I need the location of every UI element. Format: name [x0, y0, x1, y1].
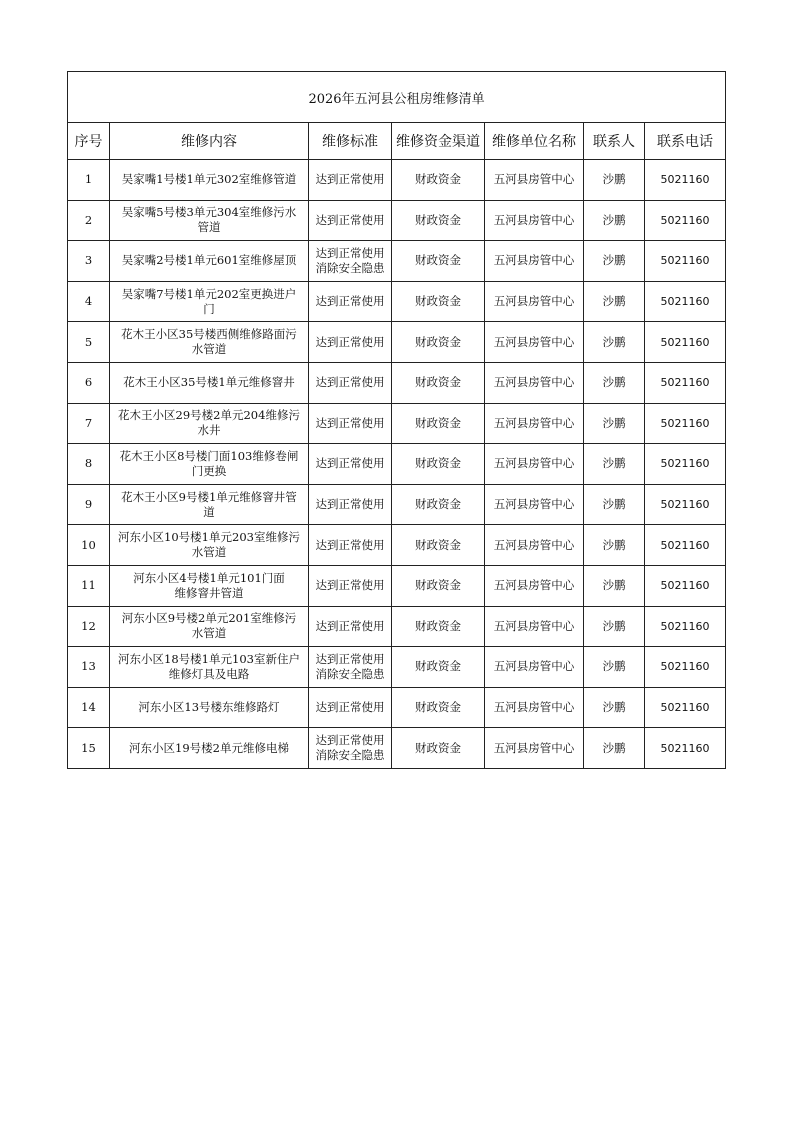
cell-contact: 沙鹏	[584, 484, 645, 525]
cell-fund: 财政资金	[392, 403, 485, 444]
cell-seq: 5	[68, 322, 110, 363]
cell-standard	[309, 322, 392, 363]
cell-unit: 五河县房管中心	[485, 241, 584, 282]
cell-content	[110, 200, 309, 241]
table-row	[68, 728, 726, 769]
table-row	[68, 241, 726, 282]
cell-standard	[309, 160, 392, 201]
cell-contact: 沙鹏	[584, 565, 645, 606]
cell-contact: 沙鹏	[584, 606, 645, 647]
table-row	[68, 362, 726, 403]
table-row	[68, 606, 726, 647]
cell-phone: 5021160	[645, 525, 726, 566]
cell-contact: 沙鹏	[584, 403, 645, 444]
standard-line: 达到正常使用	[315, 733, 385, 748]
cell-standard	[309, 281, 392, 322]
cell-unit: 五河县房管中心	[485, 322, 584, 363]
cell-phone: 5021160	[645, 606, 726, 647]
cell-unit: 五河县房管中心	[485, 728, 584, 769]
header-unit: 维修单位名称	[485, 123, 584, 160]
content-line: 河东小区19号楼2单元维修电梯	[129, 740, 289, 755]
cell-unit: 五河县房管中心	[485, 200, 584, 241]
table-row	[68, 160, 726, 201]
header-contact: 联系人	[584, 123, 645, 160]
content-line: 吴家嘴5号楼3单元304室维修污水	[121, 205, 297, 220]
cell-seq: 15	[68, 728, 110, 769]
cell-content	[110, 281, 309, 322]
standard-line: 达到正常使用	[315, 618, 385, 633]
cell-content	[110, 322, 309, 363]
cell-unit: 五河县房管中心	[485, 444, 584, 485]
cell-content	[110, 362, 309, 403]
table-row	[68, 322, 726, 363]
table-row	[68, 444, 726, 485]
standard-line: 达到正常使用	[315, 415, 385, 430]
content-line: 水井	[197, 423, 221, 438]
content-line: 门	[203, 301, 215, 316]
standard-line: 达到正常使用	[315, 172, 385, 187]
table-row	[68, 647, 726, 688]
table-row	[68, 687, 726, 728]
cell-contact: 沙鹏	[584, 687, 645, 728]
cell-content	[110, 606, 309, 647]
cell-seq: 6	[68, 362, 110, 403]
content-line: 吴家嘴1号楼1单元302室维修管道	[121, 172, 297, 187]
standard-line: 达到正常使用	[315, 375, 385, 390]
cell-standard	[309, 687, 392, 728]
content-line: 花木王小区35号楼1单元维修窨井	[123, 375, 295, 390]
header-standard: 维修标准	[309, 123, 392, 160]
cell-unit: 五河县房管中心	[485, 565, 584, 606]
content-line: 吴家嘴2号楼1单元601室维修屋顶	[121, 253, 297, 268]
content-line: 河东小区10号楼1单元203室维修污	[118, 530, 300, 545]
cell-phone: 5021160	[645, 647, 726, 688]
content-line: 维修灯具及电路	[168, 666, 250, 681]
cell-seq: 2	[68, 200, 110, 241]
cell-contact: 沙鹏	[584, 728, 645, 769]
table-body	[68, 160, 726, 769]
cell-fund: 财政资金	[392, 444, 485, 485]
cell-fund: 财政资金	[392, 281, 485, 322]
cell-phone: 5021160	[645, 322, 726, 363]
cell-standard	[309, 606, 392, 647]
cell-phone: 5021160	[645, 281, 726, 322]
cell-unit: 五河县房管中心	[485, 160, 584, 201]
cell-content	[110, 728, 309, 769]
cell-unit: 五河县房管中心	[485, 606, 584, 647]
cell-seq: 10	[68, 525, 110, 566]
cell-phone: 5021160	[645, 241, 726, 282]
cell-content	[110, 687, 309, 728]
cell-standard	[309, 647, 392, 688]
cell-unit: 五河县房管中心	[485, 484, 584, 525]
cell-fund: 财政资金	[392, 606, 485, 647]
table-row	[68, 403, 726, 444]
cell-seq: 14	[68, 687, 110, 728]
cell-unit: 五河县房管中心	[485, 687, 584, 728]
content-line: 维修窨井管道	[174, 585, 244, 600]
cell-content	[110, 444, 309, 485]
cell-fund: 财政资金	[392, 241, 485, 282]
standard-line: 达到正常使用	[315, 212, 385, 227]
cell-fund: 财政资金	[392, 362, 485, 403]
cell-fund: 财政资金	[392, 687, 485, 728]
standard-line: 达到正常使用	[315, 497, 385, 512]
standard-line: 达到正常使用	[315, 456, 385, 471]
cell-fund: 财政资金	[392, 322, 485, 363]
content-line: 水管道	[191, 342, 227, 357]
content-line: 河东小区4号楼1单元101门面	[133, 570, 285, 585]
standard-line: 达到正常使用	[315, 334, 385, 349]
content-line: 水管道	[191, 545, 227, 560]
cell-phone: 5021160	[645, 444, 726, 485]
standard-line: 达到正常使用	[315, 537, 385, 552]
cell-fund: 财政资金	[392, 647, 485, 688]
cell-seq: 9	[68, 484, 110, 525]
cell-seq: 8	[68, 444, 110, 485]
cell-contact: 沙鹏	[584, 444, 645, 485]
cell-fund: 财政资金	[392, 200, 485, 241]
standard-line: 消除安全隐患	[315, 260, 385, 275]
table-row	[68, 281, 726, 322]
cell-content	[110, 403, 309, 444]
table-row	[68, 200, 726, 241]
cell-content	[110, 160, 309, 201]
content-line: 河东小区9号楼2单元201室维修污	[121, 611, 297, 626]
standard-line: 达到正常使用	[315, 245, 385, 260]
cell-unit: 五河县房管中心	[485, 403, 584, 444]
header-fund: 维修资金渠道	[392, 123, 485, 160]
content-line: 花木王小区35号楼西侧维修路面污	[121, 327, 297, 342]
cell-fund: 财政资金	[392, 565, 485, 606]
content-line: 花木王小区9号楼1单元维修窨井管	[121, 489, 297, 504]
content-line: 花木王小区8号楼门面103维修卷闸	[119, 448, 299, 463]
cell-standard	[309, 362, 392, 403]
cell-contact: 沙鹏	[584, 281, 645, 322]
cell-contact: 沙鹏	[584, 362, 645, 403]
standard-line: 消除安全隐患	[315, 666, 385, 681]
header-content: 维修内容	[110, 123, 309, 160]
cell-seq: 1	[68, 160, 110, 201]
content-line: 吴家嘴7号楼1单元202室更换进户	[121, 286, 297, 301]
cell-standard	[309, 241, 392, 282]
content-line: 河东小区13号楼东维修路灯	[138, 700, 280, 715]
cell-seq: 13	[68, 647, 110, 688]
cell-unit: 五河县房管中心	[485, 281, 584, 322]
cell-content	[110, 647, 309, 688]
cell-content	[110, 525, 309, 566]
standard-line: 达到正常使用	[315, 651, 385, 666]
cell-unit: 五河县房管中心	[485, 647, 584, 688]
content-line: 河东小区18号楼1单元103室新住户	[118, 651, 300, 666]
cell-phone: 5021160	[645, 565, 726, 606]
cell-standard	[309, 403, 392, 444]
header-row	[68, 123, 726, 160]
content-line: 门更换	[191, 463, 227, 478]
repair-list-table	[67, 71, 726, 769]
content-line: 花木王小区29号楼2单元204维修污	[118, 408, 300, 423]
cell-phone: 5021160	[645, 403, 726, 444]
table-row	[68, 565, 726, 606]
cell-fund: 财政资金	[392, 160, 485, 201]
cell-standard	[309, 444, 392, 485]
cell-phone: 5021160	[645, 728, 726, 769]
title-row	[68, 72, 726, 123]
cell-contact: 沙鹏	[584, 160, 645, 201]
cell-standard	[309, 200, 392, 241]
cell-standard	[309, 728, 392, 769]
cell-standard	[309, 525, 392, 566]
cell-standard	[309, 565, 392, 606]
cell-contact: 沙鹏	[584, 241, 645, 282]
cell-content	[110, 484, 309, 525]
cell-seq: 7	[68, 403, 110, 444]
cell-seq: 12	[68, 606, 110, 647]
cell-content	[110, 241, 309, 282]
cell-fund: 财政资金	[392, 728, 485, 769]
content-line: 管道	[197, 220, 221, 235]
standard-line: 达到正常使用	[315, 294, 385, 309]
cell-phone: 5021160	[645, 687, 726, 728]
cell-phone: 5021160	[645, 484, 726, 525]
cell-contact: 沙鹏	[584, 525, 645, 566]
cell-unit: 五河县房管中心	[485, 525, 584, 566]
header-phone: 联系电话	[645, 123, 726, 160]
cell-seq: 11	[68, 565, 110, 606]
cell-seq: 3	[68, 241, 110, 282]
cell-seq: 4	[68, 281, 110, 322]
header-seq: 序号	[68, 123, 110, 160]
cell-contact: 沙鹏	[584, 200, 645, 241]
standard-line: 达到正常使用	[315, 578, 385, 593]
cell-contact: 沙鹏	[584, 647, 645, 688]
cell-standard	[309, 484, 392, 525]
cell-content	[110, 565, 309, 606]
content-line: 水管道	[191, 626, 227, 641]
cell-phone: 5021160	[645, 362, 726, 403]
cell-phone: 5021160	[645, 200, 726, 241]
content-line: 道	[203, 504, 215, 519]
table-title: 2026年五河县公租房维修清单	[68, 72, 726, 123]
standard-line: 消除安全隐患	[315, 748, 385, 763]
standard-line: 达到正常使用	[315, 700, 385, 715]
cell-fund: 财政资金	[392, 484, 485, 525]
cell-phone: 5021160	[645, 160, 726, 201]
table-row	[68, 525, 726, 566]
cell-contact: 沙鹏	[584, 322, 645, 363]
table-row	[68, 484, 726, 525]
cell-unit: 五河县房管中心	[485, 362, 584, 403]
cell-fund: 财政资金	[392, 525, 485, 566]
